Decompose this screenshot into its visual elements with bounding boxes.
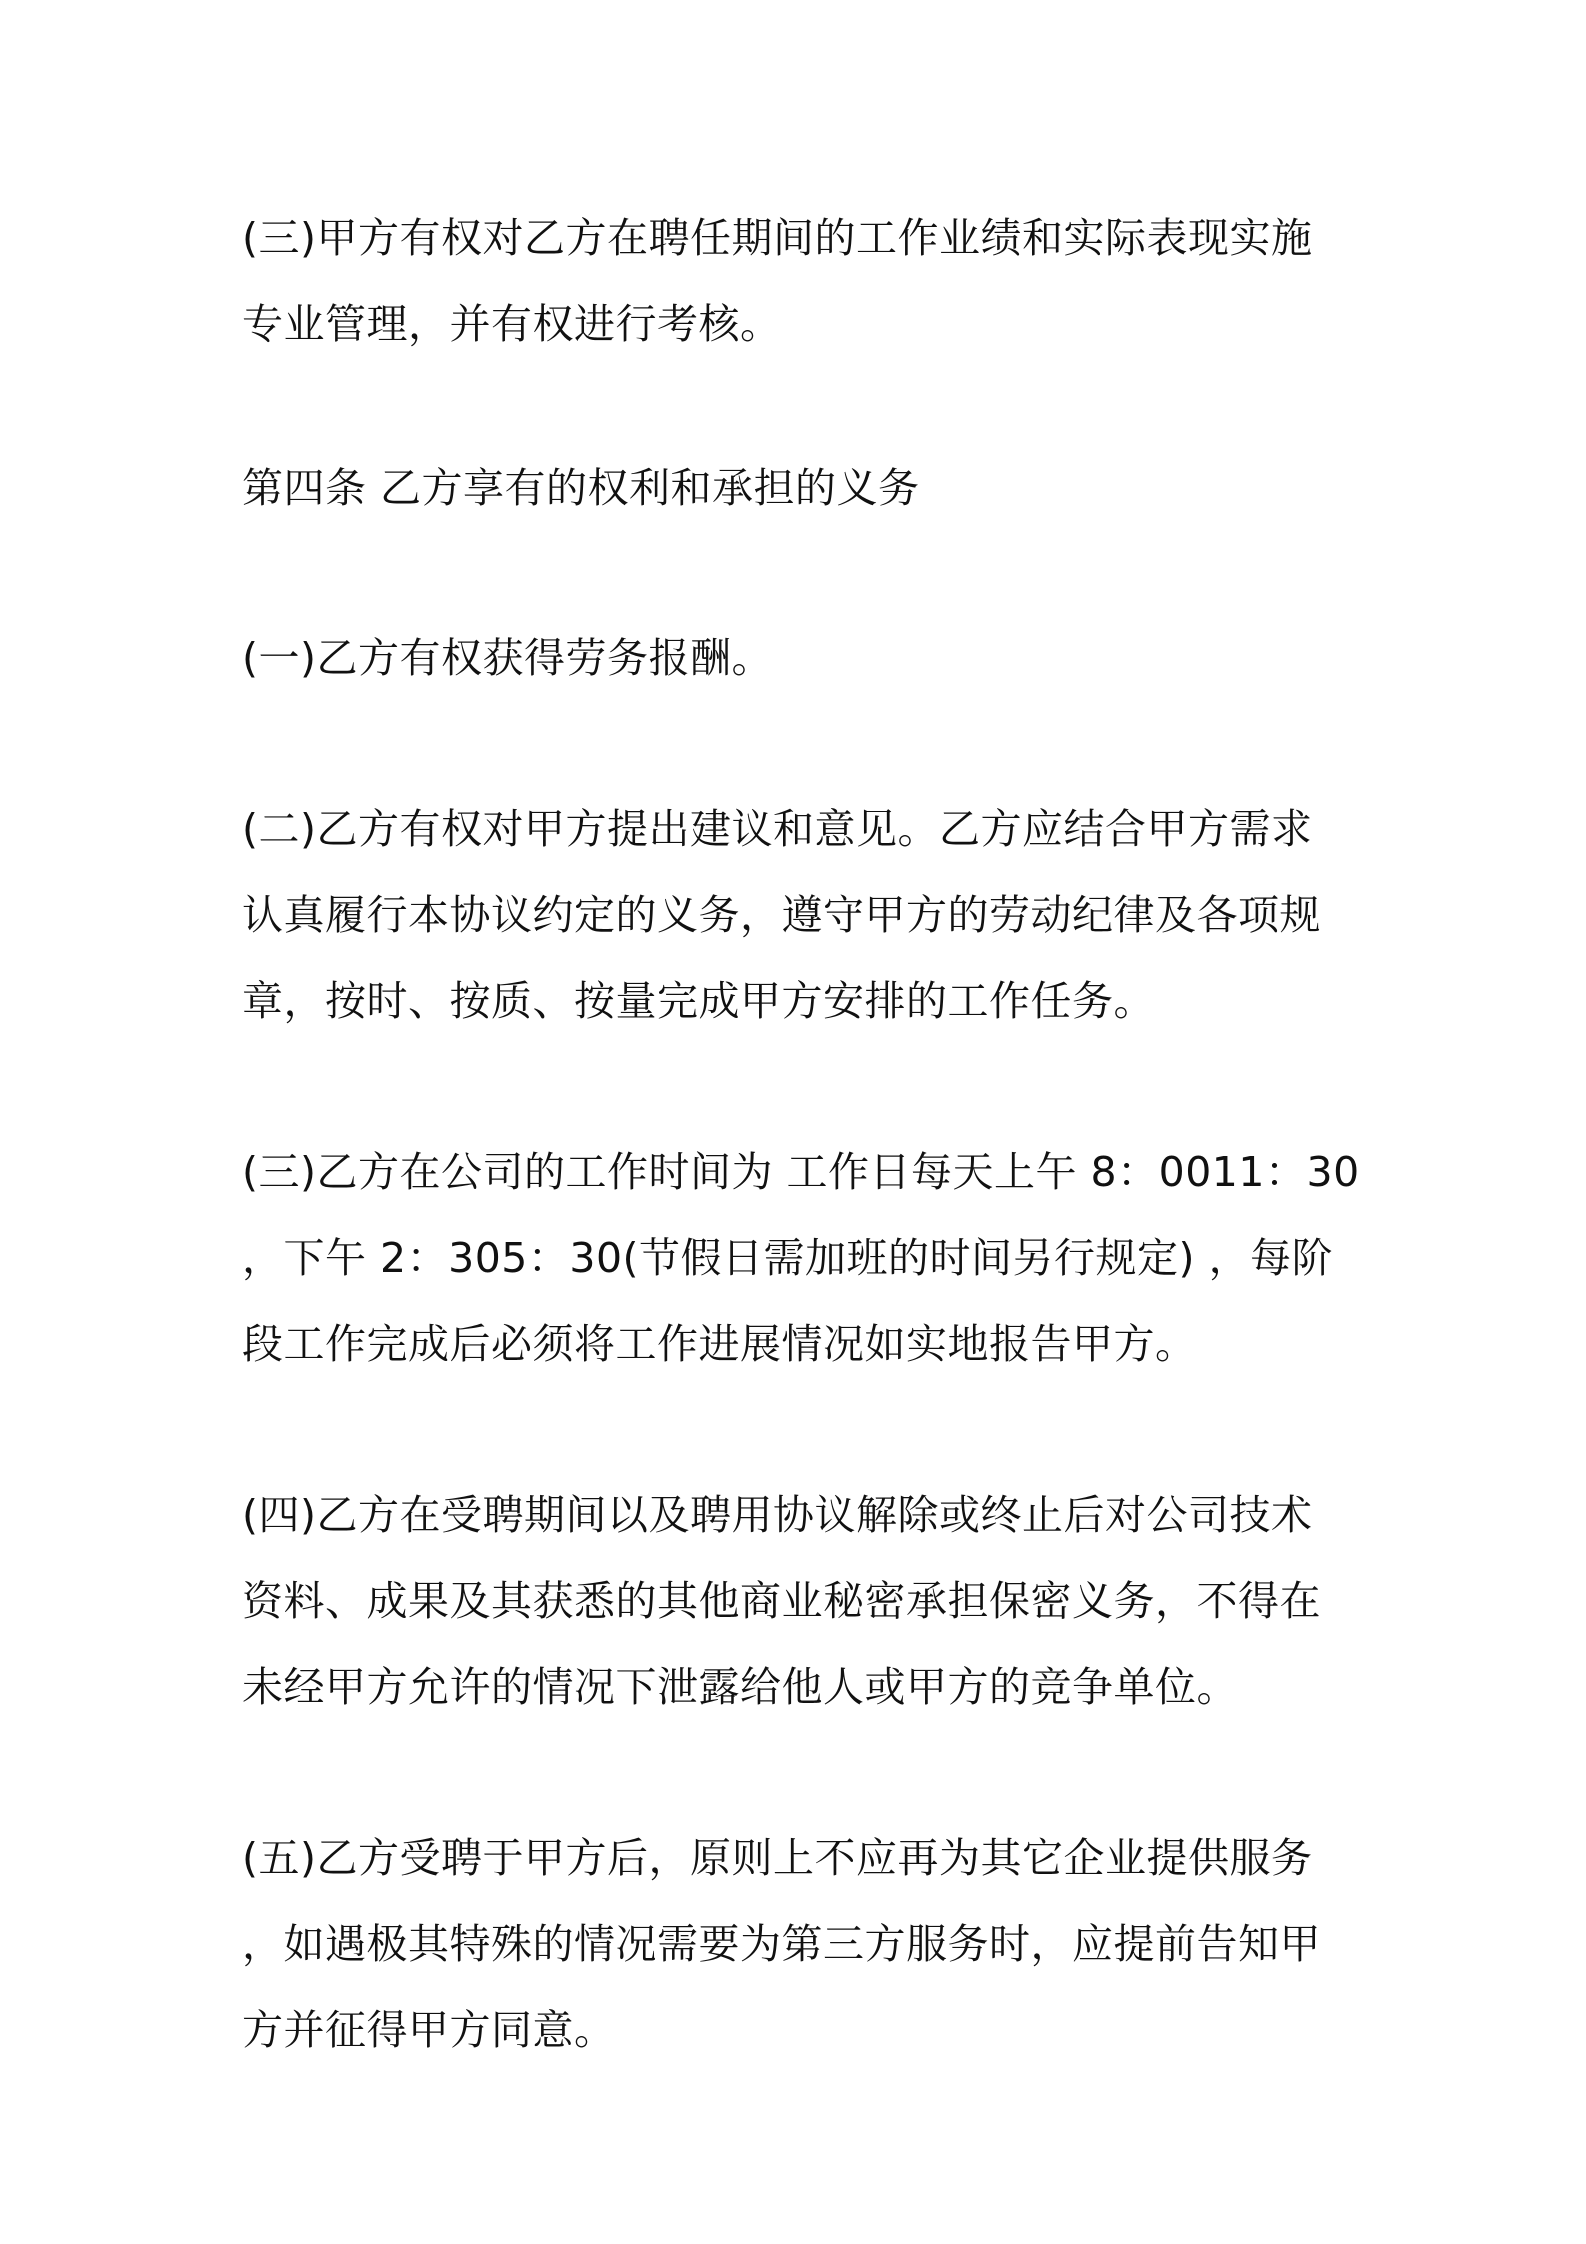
text-line: 方并征得甲方同意。 bbox=[242, 2006, 616, 2054]
text-line: ，下午 2：305：30(节假日需加班的时间另行规定) ，每阶 bbox=[242, 1234, 1334, 1282]
paragraph-clause-5-exclusivity bbox=[242, 1815, 1358, 2073]
paragraph-clause-4-confidentiality bbox=[242, 1472, 1358, 1730]
text-line: ，如遇极其特殊的情况需要为第三方服务时，应提前告知甲 bbox=[242, 1920, 1321, 1968]
text-line: 章，按时、按质、按量完成甲方安排的工作任务。 bbox=[242, 977, 1155, 1025]
section-heading-article-4 bbox=[242, 445, 1358, 531]
paragraph-clause-1-remuneration bbox=[242, 615, 1358, 701]
text-line: (一)乙方有权获得劳务报酬。 bbox=[242, 634, 773, 682]
text-line: (五)乙方受聘于甲方后，原则上不应再为其它企业提供服务 bbox=[242, 1834, 1313, 1882]
text-line: 认真履行本协议约定的义务，遵守甲方的劳动纪律及各项规 bbox=[242, 891, 1321, 939]
paragraph-clause-3-management bbox=[242, 195, 1358, 367]
text-line: 未经甲方允许的情况下泄露给他人或甲方的竞争单位。 bbox=[242, 1663, 1238, 1711]
paragraph-clause-3-working-hours bbox=[242, 1129, 1358, 1387]
heading-line: 第四条 乙方享有的权利和承担的义务 bbox=[242, 464, 920, 512]
text-line: (二)乙方有权对甲方提出建议和意见。乙方应结合甲方需求 bbox=[242, 805, 1313, 853]
text-line: 段工作完成后必须将工作进展情况如实地报告甲方。 bbox=[242, 1320, 1197, 1368]
text-line: (三)甲方有权对乙方在聘任期间的工作业绩和实际表现实施 bbox=[242, 214, 1313, 262]
paragraph-clause-2-suggestions bbox=[242, 786, 1358, 1044]
document-body bbox=[242, 195, 1358, 2073]
text-line: (三)乙方在公司的工作时间为 工作日每天上午 8：0011：30 bbox=[242, 1148, 1360, 1196]
text-line: (四)乙方在受聘期间以及聘用协议解除或终止后对公司技术 bbox=[242, 1491, 1313, 1539]
text-line: 专业管理，并有权进行考核。 bbox=[242, 300, 782, 348]
text-line: 资料、成果及其获悉的其他商业秘密承担保密义务，不得在 bbox=[242, 1577, 1321, 1625]
